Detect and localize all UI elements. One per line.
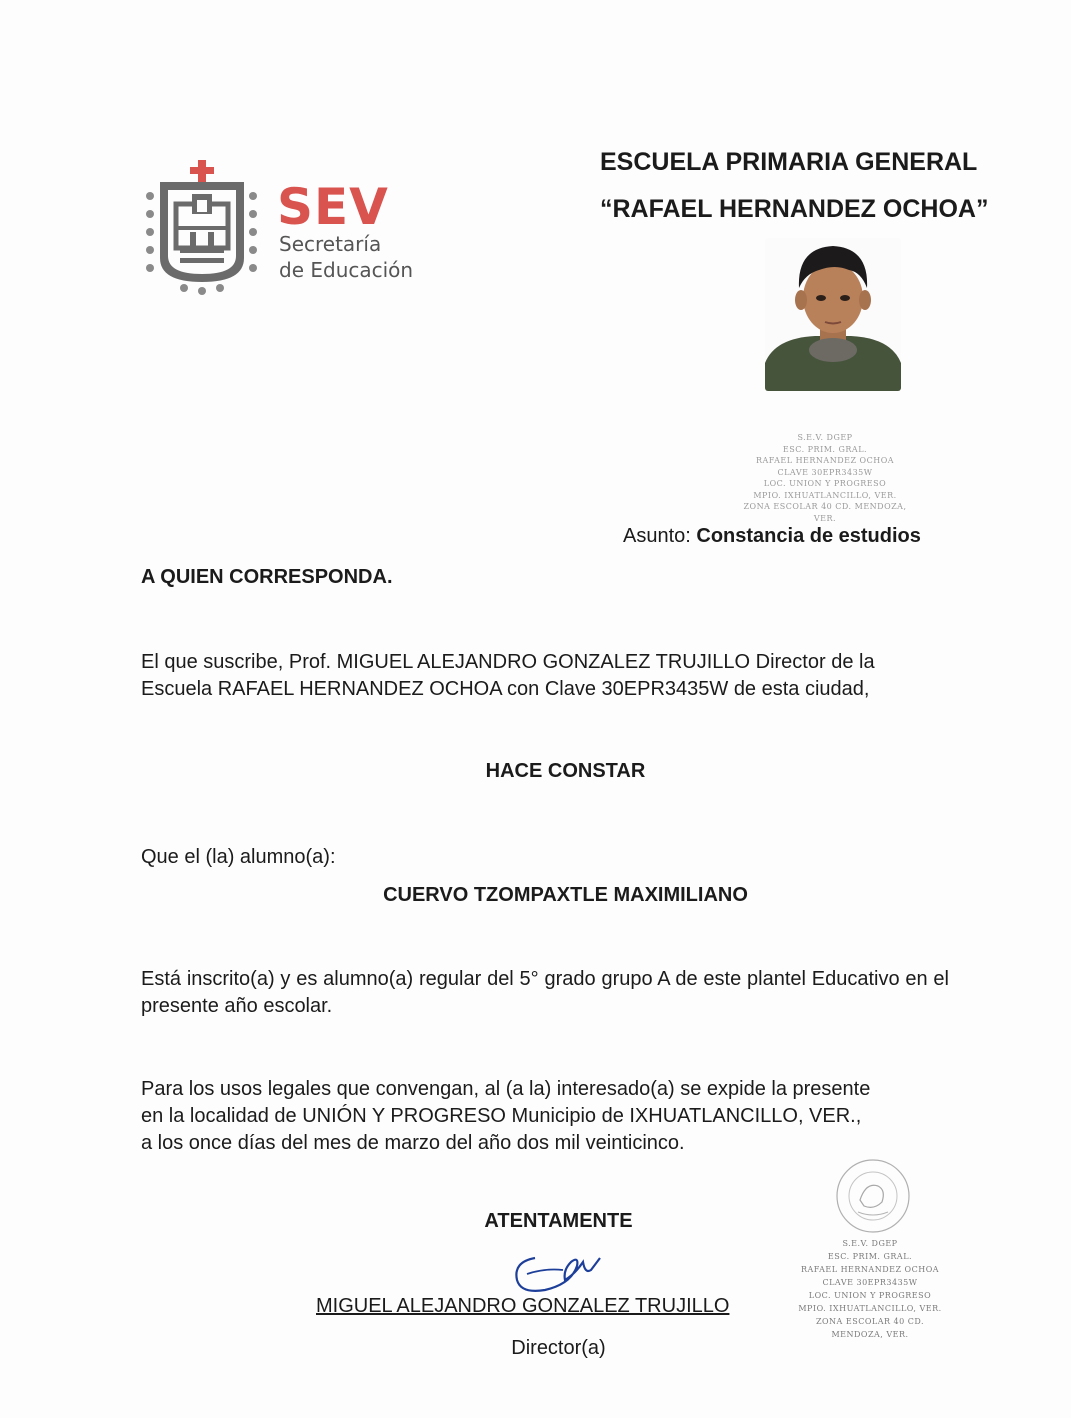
atentamente-heading: ATENTAMENTE [484, 1210, 633, 1232]
sev-logo-sub1: Secretaría [279, 232, 382, 256]
subject-label: Asunto: [623, 525, 691, 547]
school-title-line2: “RAFAEL HERNANDEZ OCHOA” [600, 195, 989, 223]
stamp-line: MPIO. IXHUATLANCILLO, VER. [753, 490, 897, 500]
stamp-line: S.E.V. DGEP [797, 433, 853, 442]
stamp-line: S.E.V. DGEP [842, 1239, 898, 1248]
sev-logo-sub2: de Educación [279, 258, 414, 282]
subject-value: Constancia de estudios [696, 525, 921, 547]
stamp-line: RAFAEL HERNANDEZ OCHOA [800, 1265, 940, 1274]
enrollment-paragraph: Está inscrito(a) y es alumno(a) regular del 5° grado grupo A de este plantel Educativo en el presente año escolar. [141, 968, 949, 1017]
stamp-line: ZONA ESCOLAR 40 CD. MENDOZA, VER. [743, 502, 907, 523]
greeting: A QUIEN CORRESPONDA. [141, 566, 393, 588]
school-title-line1: ESCUELA PRIMARIA GENERAL [600, 148, 978, 176]
hace-constar-heading: HACE CONSTAR [485, 760, 646, 782]
signer-name: MIGUEL ALEJANDRO GONZALEZ TRUJILLO [316, 1295, 730, 1317]
student-name: CUERVO TZOMPAXTLE MAXIMILIANO [383, 884, 748, 906]
official-seal [828, 1156, 918, 1241]
stamp-line: LOC. UNION Y PROGRESO [808, 1291, 932, 1300]
student-photo [765, 238, 901, 391]
stamp-line: ZONA ESCOLAR 40 CD. MENDOZA, VER. [815, 1317, 925, 1339]
closing-line-2: en la localidad de UNIÓN Y PROGRESO Municipio de IXHUATLANCILLO, VER., [141, 1105, 862, 1127]
school-stamp-top [740, 432, 910, 524]
sev-logo-text: SEV [277, 178, 389, 236]
stamp-line: CLAVE 30EPR3435W [822, 1278, 918, 1287]
signer-role: Director(a) [511, 1337, 606, 1359]
veracruz-shield-icon [140, 158, 265, 298]
stamp-line: RAFAEL HERNANDEZ OCHOA [755, 456, 895, 465]
stamp-line: ESC. PRIM. GRAL. [827, 1252, 913, 1261]
stamp-line: MPIO. IXHUATLANCILLO, VER. [798, 1304, 942, 1313]
subject-line [623, 525, 921, 548]
school-stamp-bottom [795, 1237, 945, 1341]
student-label: Que el (la) alumno(a): [141, 846, 336, 868]
national-emblem-icon [828, 1156, 918, 1236]
closing-line-3: a los once días del mes de marzo del año dos mil veinticinco. [141, 1132, 685, 1154]
intro-paragraph: El que suscribe, Prof. MIGUEL ALEJANDRO GONZALEZ TRUJILLO Director de la Escuela RAFAEL HERNANDEZ OCHOA con Clave 30EPR3435W de esta ciudad, [141, 651, 875, 700]
stamp-line: CLAVE 30EPR3435W [777, 467, 873, 477]
stamp-line: LOC. UNION Y PROGRESO [763, 479, 887, 488]
closing-line-1: Para los usos legales que convengan, al (a la) interesado(a) se expide la presente [141, 1078, 871, 1100]
stamp-line: ESC. PRIM. GRAL. [782, 444, 868, 454]
